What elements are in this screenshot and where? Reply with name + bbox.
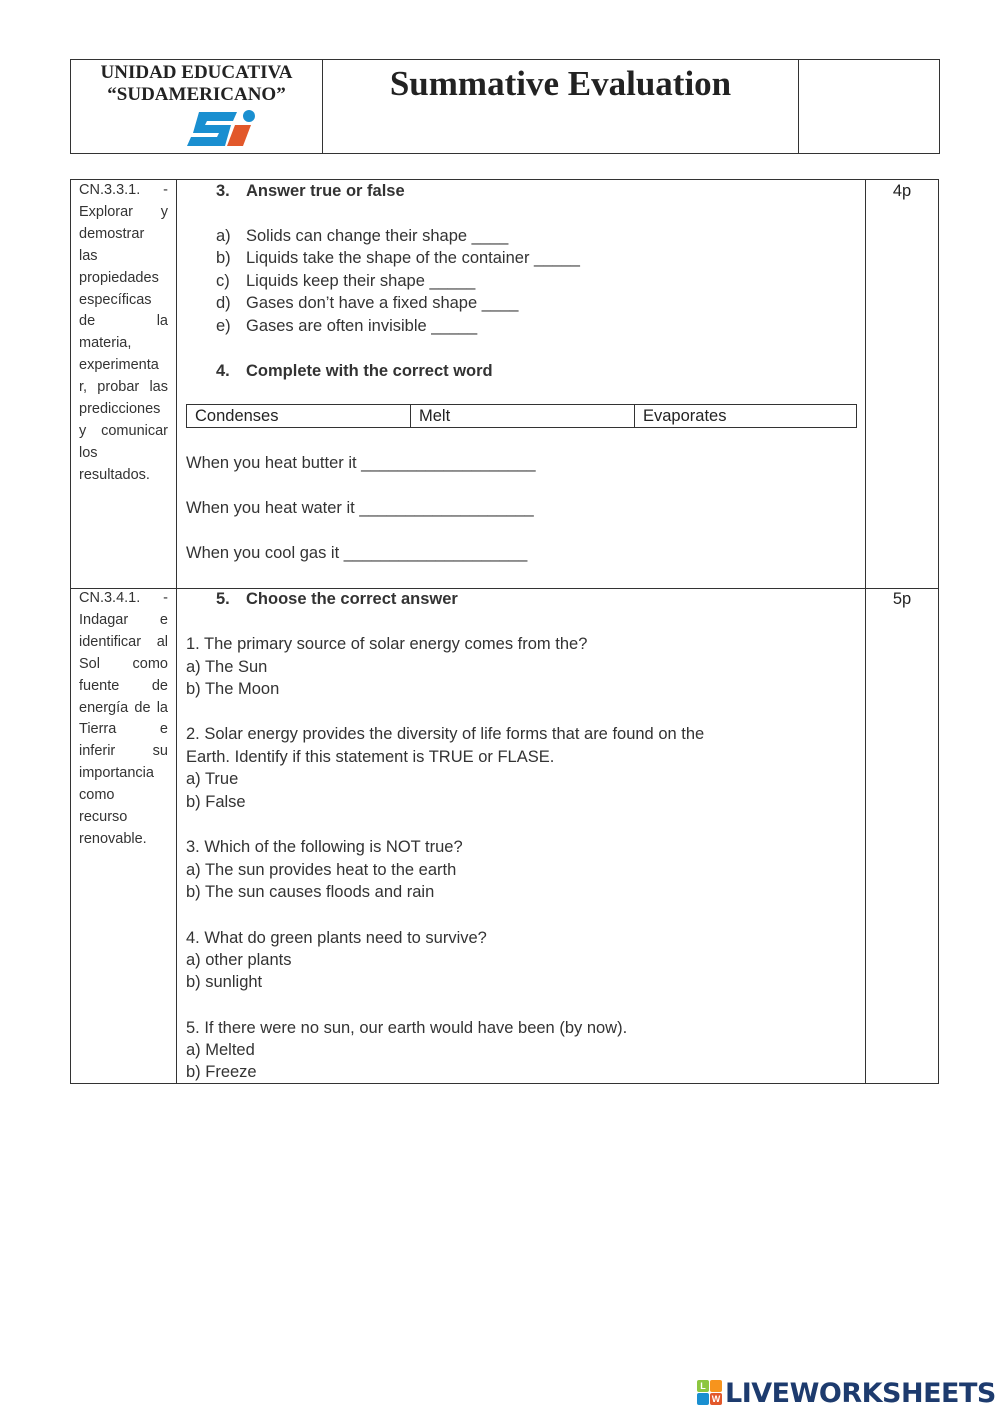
q4-sentence-2[interactable]: When you heat water it ___________________ bbox=[186, 499, 534, 517]
score-value: 5p bbox=[892, 590, 912, 608]
q5-question-5: 5. If there were no sun, our earth would have been (by now). bbox=[186, 1019, 628, 1037]
school-name-line1: UNIDAD EDUCATIVA bbox=[100, 62, 293, 83]
word-bank bbox=[186, 404, 857, 428]
q4-sentence-1[interactable]: When you heat butter it ___________________ bbox=[186, 454, 536, 472]
indicator-line: Indagar e bbox=[79, 611, 168, 628]
q5-option-b[interactable]: b) Freeze bbox=[186, 1063, 257, 1081]
word-bank-item: Condenses bbox=[187, 405, 411, 427]
indicator-line: específicas bbox=[79, 291, 152, 308]
indicator-line: Explorar y bbox=[79, 203, 168, 220]
indicator-text bbox=[79, 588, 168, 851]
q5-question-1: 1. The primary source of solar energy comes from the? bbox=[186, 635, 588, 653]
q5-question-4: 4. What do green plants need to survive? bbox=[186, 929, 487, 947]
indicator-line: CN.3.4.1. - bbox=[79, 590, 168, 606]
school-logo-icon bbox=[185, 106, 261, 152]
questions-cell bbox=[177, 180, 865, 588]
indicator-line: materia, bbox=[79, 335, 132, 352]
indicator-line: recurso bbox=[79, 809, 128, 826]
q5-question-2-cont: Earth. Identify if this statement is TRUE or FLASE. bbox=[186, 748, 555, 766]
indicator-cell bbox=[71, 180, 177, 588]
q3-item-e: e) Gases are often invisible _____ bbox=[216, 317, 478, 335]
section-row-2 bbox=[71, 588, 938, 1083]
indicator-line: energía de la bbox=[79, 699, 168, 716]
indicator-text bbox=[79, 180, 168, 487]
q5-option-a[interactable]: a) other plants bbox=[186, 951, 292, 969]
liveworksheets-brand bbox=[697, 1376, 996, 1410]
questions-cell bbox=[177, 588, 865, 1083]
q5-option-a[interactable]: a) True bbox=[186, 770, 239, 788]
q4-sentence-3[interactable]: When you cool gas it ____________________ bbox=[186, 544, 528, 562]
score-cell bbox=[865, 180, 938, 588]
q5-option-b[interactable]: b) The sun causes floods and rain bbox=[186, 883, 435, 901]
liveworksheets-logo-icon: L W bbox=[697, 1380, 723, 1406]
indicator-line: como bbox=[79, 787, 115, 804]
indicator-line: las bbox=[79, 247, 98, 264]
page-title: Summative Evaluation bbox=[323, 60, 799, 153]
q5-option-b[interactable]: b) The Moon bbox=[186, 680, 280, 698]
score-value: 4p bbox=[892, 182, 912, 200]
indicator-line: Sol como bbox=[79, 655, 168, 672]
q5-option-a[interactable]: a) The sun provides heat to the earth bbox=[186, 861, 457, 879]
brand-name: LIVEWORKSHEETS bbox=[725, 1377, 996, 1409]
indicator-line: propiedades bbox=[79, 269, 159, 286]
q5-option-a[interactable]: a) Melted bbox=[186, 1041, 255, 1059]
q5-question-2: 2. Solar energy provides the diversity of life forms that are found on the bbox=[186, 725, 705, 743]
indicator-line: resultados. bbox=[79, 466, 150, 483]
indicator-line: Tierra e bbox=[79, 721, 168, 738]
q3-item-d: d) Gases don’t have a fixed shape ____ bbox=[216, 294, 519, 312]
question-3-heading: 3. Answer true or false bbox=[216, 182, 405, 200]
q5-option-b[interactable]: b) sunlight bbox=[186, 973, 263, 991]
q3-item-b: b) Liquids take the shape of the container _____ bbox=[216, 249, 580, 267]
indicator-line: importancia bbox=[79, 765, 154, 782]
indicator-line: de la bbox=[79, 313, 168, 330]
indicator-line: identificar al bbox=[79, 633, 168, 650]
section-row-1 bbox=[71, 180, 938, 589]
q3-item-c: c) Liquids keep their shape _____ bbox=[216, 272, 476, 290]
indicator-line: y comunicar bbox=[79, 422, 168, 439]
question-4-heading: 4. Complete with the correct word bbox=[216, 362, 493, 380]
score-cell bbox=[865, 588, 938, 1083]
indicator-cell bbox=[71, 588, 177, 1083]
school-cell bbox=[71, 60, 323, 153]
evaluation-table bbox=[70, 179, 939, 1084]
q3-item-a: a) Solids can change their shape ____ bbox=[216, 227, 509, 245]
q5-option-b[interactable]: b) False bbox=[186, 793, 246, 811]
school-name-line2: “SUDAMERICANO” bbox=[107, 84, 286, 105]
indicator-line: CN.3.3.1. - bbox=[79, 182, 168, 198]
indicator-line: r, probar las bbox=[79, 379, 168, 396]
indicator-line: predicciones bbox=[79, 401, 161, 418]
indicator-line: renovable. bbox=[79, 830, 147, 847]
q5-question-3: 3. Which of the following is NOT true? bbox=[186, 838, 463, 856]
indicator-line: experimenta bbox=[79, 357, 159, 374]
grade-cell bbox=[799, 60, 939, 153]
word-bank-item: Melt bbox=[411, 405, 635, 427]
q5-option-a[interactable]: a) The Sun bbox=[186, 658, 268, 676]
question-5-heading: 5. Choose the correct answer bbox=[216, 590, 458, 608]
indicator-line: los bbox=[79, 444, 98, 461]
indicator-line: fuente de bbox=[79, 677, 168, 694]
indicator-line: demostrar bbox=[79, 225, 145, 242]
indicator-line: inferir su bbox=[79, 743, 168, 760]
word-bank-item: Evaporates bbox=[643, 407, 727, 425]
header-table bbox=[70, 59, 940, 154]
